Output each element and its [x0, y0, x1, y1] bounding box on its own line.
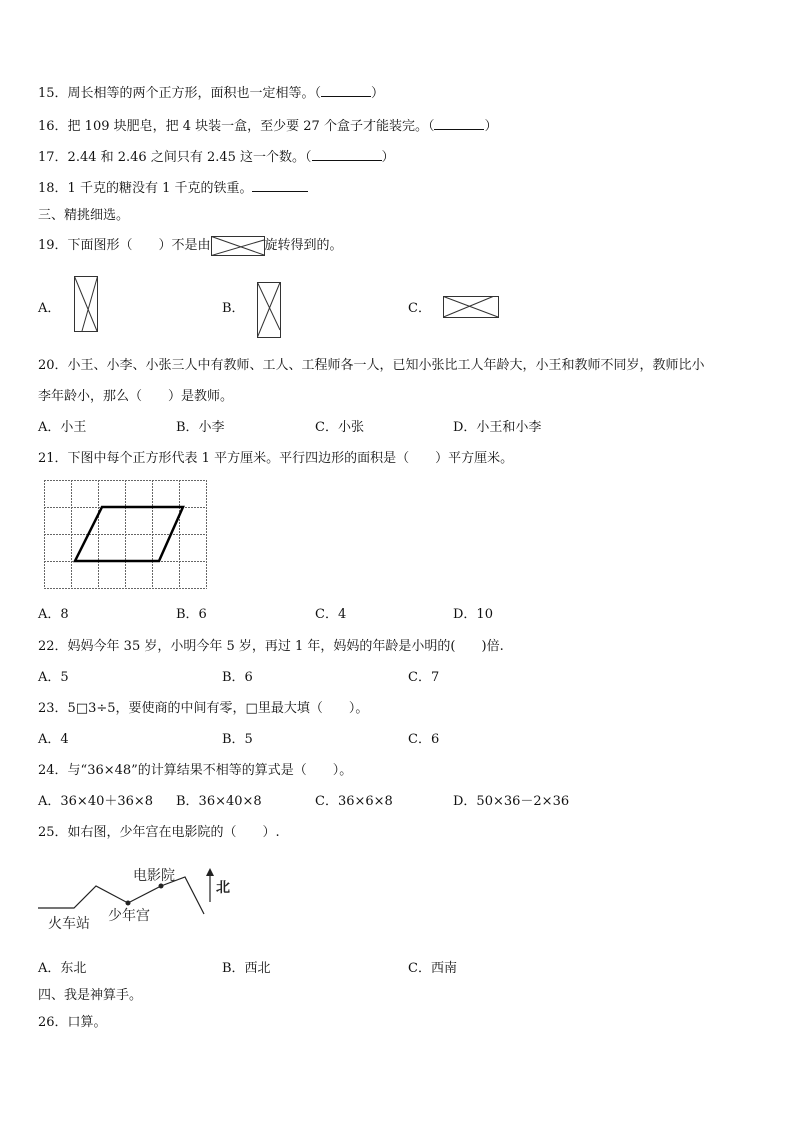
answer-blank[interactable]	[321, 84, 371, 97]
q23-option-a[interactable]: A．4	[38, 732, 69, 747]
q19-option-a-figure	[74, 276, 98, 332]
q22-option-b[interactable]: B．6	[222, 670, 253, 685]
q20-option-d[interactable]: D．小王和小李	[453, 420, 542, 435]
q25-option-a[interactable]: A．东北	[38, 961, 87, 976]
question-17: 17．2.44 和 2.46 之间只有 2.45 这一个数。（ ）	[38, 150, 395, 165]
rectangle-with-lines-figure	[211, 236, 265, 256]
question-16: 16．把 109 块肥皂，把 4 块装一盒，至少要 27 个盒子才能装完。（ ）	[38, 119, 498, 134]
youth-palace-label: 少年宫	[108, 908, 150, 924]
q25-option-b[interactable]: B．西北	[222, 961, 271, 976]
q19-option-b-figure	[257, 282, 281, 338]
q22-option-a[interactable]: A．5	[38, 670, 69, 685]
cinema-label: 电影院	[133, 868, 175, 884]
question-26: 26．口算。	[38, 1015, 107, 1030]
q19-option-a[interactable]: A．	[38, 301, 61, 316]
question-21: 21．下图中每个正方形代表 1 平方厘米。平行四边形的面积是（ ）平方厘米。	[38, 451, 514, 466]
north-label: 北	[216, 880, 230, 896]
q21-option-d[interactable]: D．10	[453, 607, 493, 622]
section-3-heading: 三、精挑细选。	[38, 208, 130, 223]
question-23: 23．5□3÷5，要使商的中间有零，□里最大填（ ）。	[38, 701, 369, 716]
north-arrowhead-icon	[206, 868, 214, 876]
question-25: 25．如右图，少年宫在电影院的（ ）.	[38, 825, 280, 840]
q25-map-figure	[38, 862, 238, 932]
q19-option-c-figure	[443, 296, 499, 318]
q24-option-a[interactable]: A．36×40＋36×8	[38, 794, 154, 809]
q23-option-b[interactable]: B．5	[222, 732, 253, 747]
question-19	[38, 234, 343, 256]
section-4-heading: 四、我是神算手。	[38, 988, 143, 1003]
q19-option-b[interactable]: B．	[222, 301, 245, 316]
q20-option-b[interactable]: B．小李	[176, 420, 225, 435]
q19-reference-figure	[211, 236, 265, 256]
question-18	[38, 177, 308, 196]
question-24: 24．与“36×48”的计算结果不相等的算式是（ ）。	[38, 763, 353, 778]
question-19-text-before: 19．下面图形（ ）不是由	[38, 238, 211, 253]
question-15-text: 15．周长相等的两个正方形，面积也一定相等。（	[38, 86, 322, 101]
q24-option-d[interactable]: D．50×36－2×36	[453, 794, 570, 809]
q24-option-b[interactable]: B．36×40×8	[176, 794, 262, 809]
q21-option-c[interactable]: C．4	[315, 607, 347, 622]
question-20-line-1: 20．小王、小李、小张三人中有教师、工人、工程师各一人，已知小张比工人年龄大，小王和教师不同岁，教师比小	[38, 358, 705, 373]
q21-grid-parallelogram-figure	[44, 480, 208, 590]
q20-option-a[interactable]: A．小王	[38, 420, 87, 435]
question-15: 15．周长相等的两个正方形，面积也一定相等。（ ）	[38, 86, 385, 101]
question-17-text: 17．2.44 和 2.46 之间只有 2.45 这一个数。（	[38, 150, 312, 165]
q25-option-c[interactable]: C．西南	[408, 961, 457, 976]
question-20-line-2: 李年龄小，那么（ ）是教师。	[38, 389, 234, 404]
q23-option-c[interactable]: C．6	[408, 732, 440, 747]
question-18-text: 18．1 千克的糖没有 1 千克的铁重。	[38, 181, 253, 196]
q21-option-b[interactable]: B．6	[176, 607, 207, 622]
question-19-text-after: 旋转得到的。	[264, 238, 343, 253]
q20-option-c[interactable]: C．小张	[315, 420, 364, 435]
question-22: 22．妈妈今年 35 岁，小明今年 5 岁，再过 1 年，妈妈的年龄是小明的( )倍.	[38, 639, 504, 654]
answer-blank[interactable]	[312, 148, 382, 161]
answer-blank[interactable]	[434, 117, 484, 130]
q24-option-c[interactable]: C．36×6×8	[315, 794, 393, 809]
q21-option-a[interactable]: A．8	[38, 607, 69, 622]
q19-option-c[interactable]: C．	[408, 301, 431, 316]
q22-option-c[interactable]: C．7	[408, 670, 440, 685]
answer-blank[interactable]	[252, 179, 308, 192]
station-label: 火车站	[48, 916, 90, 932]
question-16-text: 16．把 109 块肥皂，把 4 块装一盒，至少要 27 个盒子才能装完。（	[38, 119, 435, 134]
